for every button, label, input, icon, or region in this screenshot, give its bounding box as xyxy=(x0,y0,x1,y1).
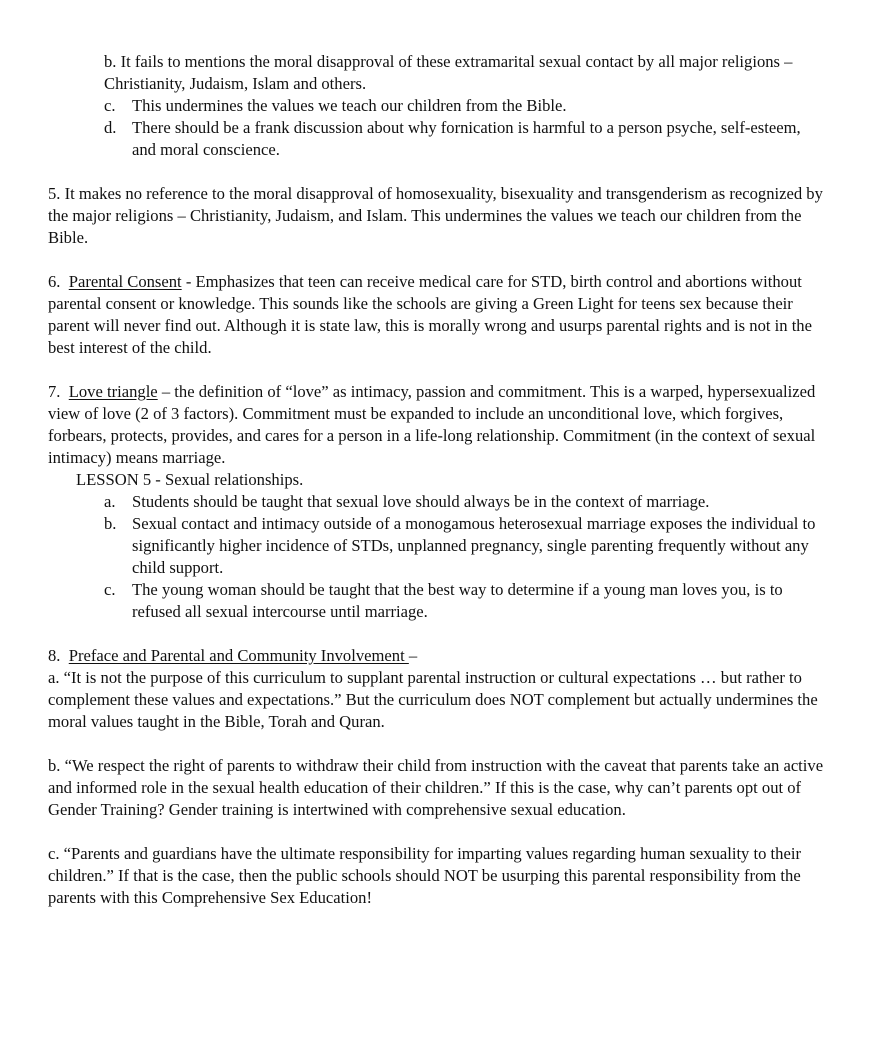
lesson-5-item-b-text: Sexual contact and intimacy outside of a monogamous heterosexual marriage exposes the individual to significantly higher incidence of STDs, unplanned pregnancy, single parenting frequently without any child support. xyxy=(132,514,816,577)
item-8-dash: – xyxy=(408,646,418,665)
item-6-text: - Emphasizes that teen can receive medical care for STD, birth control and abortions without parental consent or knowledge. This sounds like the schools are giving a Green Light for teens sex because their parent will never find out. Although it is state law, this is morally wrong and usurps parental rights and is not in the best interest of the child. xyxy=(48,272,812,357)
lesson-5-title: LESSON 5 - Sexual relationships. xyxy=(76,470,304,489)
item-8c: c. “Parents and guardians have the ultimate responsibility for imparting values regarding human sexuality to their children.” If that is the case, then the public schools should NOT be usurping this parental responsibility from the parents with this Comprehensive Sex Education! xyxy=(48,844,801,907)
item-4b: b. It fails to mentions the moral disapproval of these extramarital sexual contact by all major religions – Christianity, Judaism, Islam and others. xyxy=(104,52,793,93)
item-4d-text: There should be a frank discussion about why fornication is harmful to a person psyche, self-esteem, and moral conscience. xyxy=(132,118,801,159)
item-8-heading-line xyxy=(48,645,824,667)
lesson-5-item-b xyxy=(48,513,824,579)
item-4d-marker: d. xyxy=(104,118,117,137)
item-7-heading: Love triangle xyxy=(68,382,158,401)
item-8a: a. “It is not the purpose of this curriculum to supplant parental instruction or cultural expectations … but rather to complement these values and expectations.” But the curriculum does NOT complement but actually undermines the moral values taught in the Bible, Torah and Quran. xyxy=(48,668,818,731)
item-4c xyxy=(48,95,824,117)
item-8-number: 8. xyxy=(48,646,61,665)
item-6 xyxy=(48,271,824,359)
lesson-5-item-c xyxy=(48,579,824,623)
lesson-5-item-c-marker: c. xyxy=(104,580,116,599)
item-5: 5. It makes no reference to the moral disapproval of homosexuality, bisexuality and transgenderism as recognized by the major religions – Christianity, Judaism, and Islam. This undermines the values we teach our children from the Bible. xyxy=(48,184,823,247)
lesson-5-item-c-text: The young woman should be taught that the best way to determine if a young man loves you, is to refused all sexual intercourse until marriage. xyxy=(132,580,783,621)
lesson-5-item-a xyxy=(48,491,824,513)
lesson-5-item-b-marker: b. xyxy=(104,514,117,533)
item-7-number: 7. xyxy=(48,382,61,401)
item-4c-marker: c. xyxy=(104,96,116,115)
item-7-text: – the definition of “love” as intimacy, passion and commitment. This is a warped, hypersexualized view of love (2 of 3 factors). Commitment must be expanded to include an unconditional love, which forgives, forbears, protects, provides, and cares for a person in a life-long relationship. Commitment (in the context of sexual intimacy) means marriage. xyxy=(48,382,816,467)
lesson-5-item-a-text: Students should be taught that sexual love should always be in the context of marriage. xyxy=(132,492,710,511)
lesson-5-item-a-marker: a. xyxy=(104,492,116,511)
item-4d xyxy=(48,117,824,161)
item-7 xyxy=(48,381,824,469)
item-8b: b. “We respect the right of parents to withdraw their child from instruction with the caveat that parents take an active and informed role in the sexual health education of their children.” If this is the case, why can’t parents opt out of Gender Training? Gender training is intertwined with comprehensive sexual education. xyxy=(48,756,824,819)
item-6-heading: Parental Consent xyxy=(68,272,182,291)
item-8-heading: Preface and Parental and Community Involvement xyxy=(68,646,409,665)
item-6-number: 6. xyxy=(48,272,61,291)
item-4c-text: This undermines the values we teach our children from the Bible. xyxy=(132,96,567,115)
